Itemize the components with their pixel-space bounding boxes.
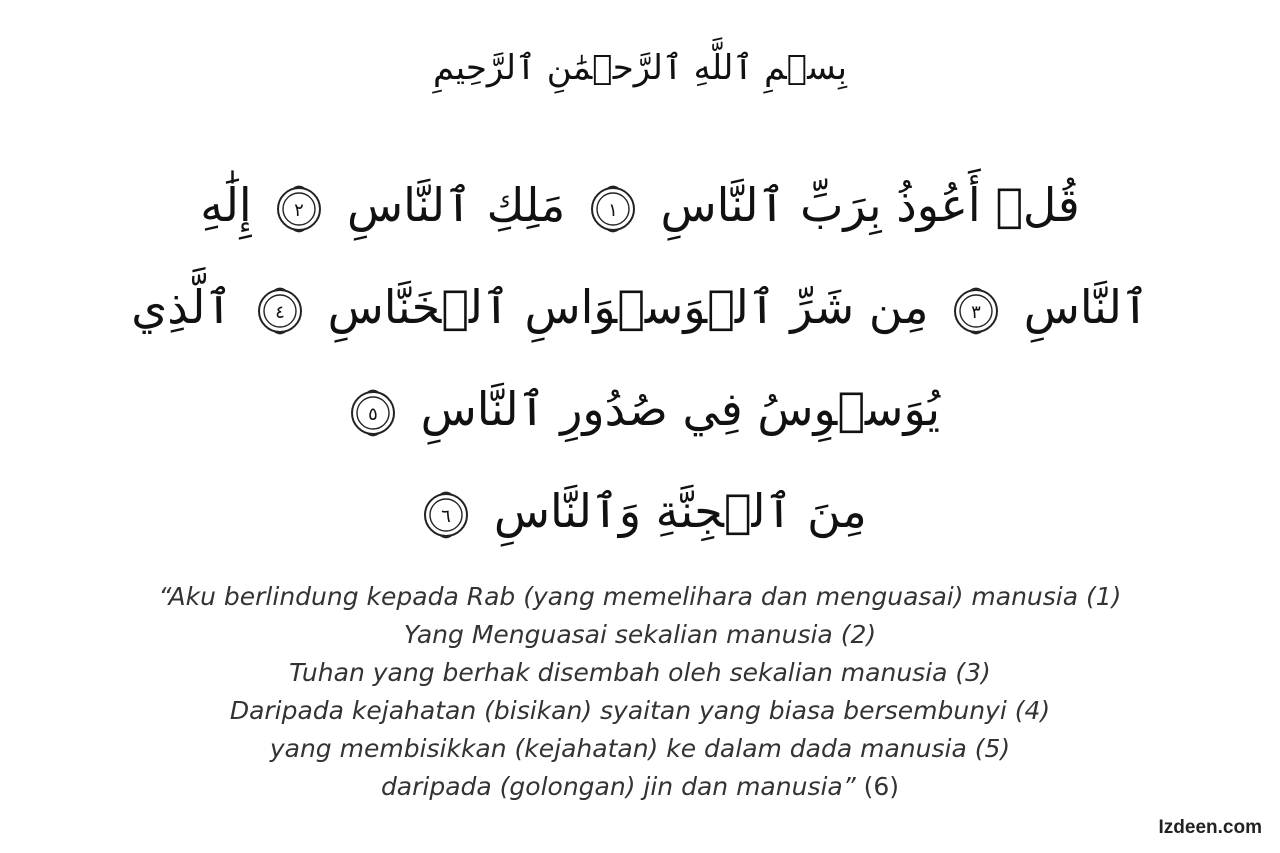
ayah-number: ٢	[294, 199, 305, 221]
verse-text: مِن شَرِّ ٱلۡوَسۡوَاسِ ٱلۡخَنَّاسِ	[327, 280, 929, 334]
verse-text: قُلۡ أَعُوذُ بِرَبِّ ٱلنَّاسِ	[660, 178, 1080, 232]
verse-text: ٱلنَّاسِ	[1023, 280, 1149, 334]
ayah-end-marker-icon	[951, 286, 1001, 336]
translation-line-3: Tuhan yang berhak disembah oleh sekalian manusia (3)	[289, 658, 991, 687]
ayah-end-marker-icon	[274, 184, 324, 234]
verse-line-1	[0, 160, 1280, 250]
site-watermark: Izdeen.com	[1158, 817, 1262, 838]
translation-line-6-number: (6)	[863, 772, 900, 801]
verse-text: إِلَٰهِ	[200, 178, 252, 232]
verse-text: مَلِكِ ٱلنَّاسِ	[346, 178, 566, 232]
verse-text: ٱلَّذِي	[131, 280, 233, 334]
ayah-number: ٥	[368, 403, 378, 425]
translation-line-1: “Aku berlindung kepada Rab (yang memelihara dan menguasai) manusia (1)	[158, 582, 1122, 611]
ayah-end-marker-icon	[588, 184, 638, 234]
verse-text: يُوَسۡوِسُ فِي صُدُورِ ٱلنَّاسِ	[420, 382, 941, 436]
ayah-number: ٤	[275, 301, 285, 323]
translation-line-6-text: daripada (golongan) jin dan manusia”	[380, 772, 856, 801]
basmala-calligraphy: بِسۡمِ ٱللَّهِ ٱلرَّحۡمَٰنِ ٱلرَّحِيمِ	[433, 48, 847, 88]
ayah-number: ١	[608, 199, 618, 221]
ayah-end-marker-icon	[421, 490, 471, 540]
translation-block	[0, 578, 1280, 806]
ayah-end-marker-icon	[255, 286, 305, 336]
verse-line-2	[0, 262, 1280, 352]
ayah-number: ٣	[971, 301, 981, 323]
ayah-end-marker-icon	[348, 388, 398, 438]
ayah-number: ٦	[441, 505, 452, 527]
translation-line-4: Daripada kejahatan (bisikan) syaitan yang biasa bersembunyi (4)	[229, 696, 1051, 725]
translation-line-2: Yang Menguasai sekalian manusia (2)	[403, 620, 877, 649]
translation-line-5: yang membisikkan (kejahatan) ke dalam dada manusia (5)	[269, 734, 1011, 763]
verse-line-4	[0, 466, 1280, 556]
translation-line-6	[0, 768, 1280, 806]
verse-line-3	[0, 364, 1280, 454]
verse-text: مِنَ ٱلۡجِنَّةِ وَٱلنَّاسِ	[493, 484, 867, 538]
